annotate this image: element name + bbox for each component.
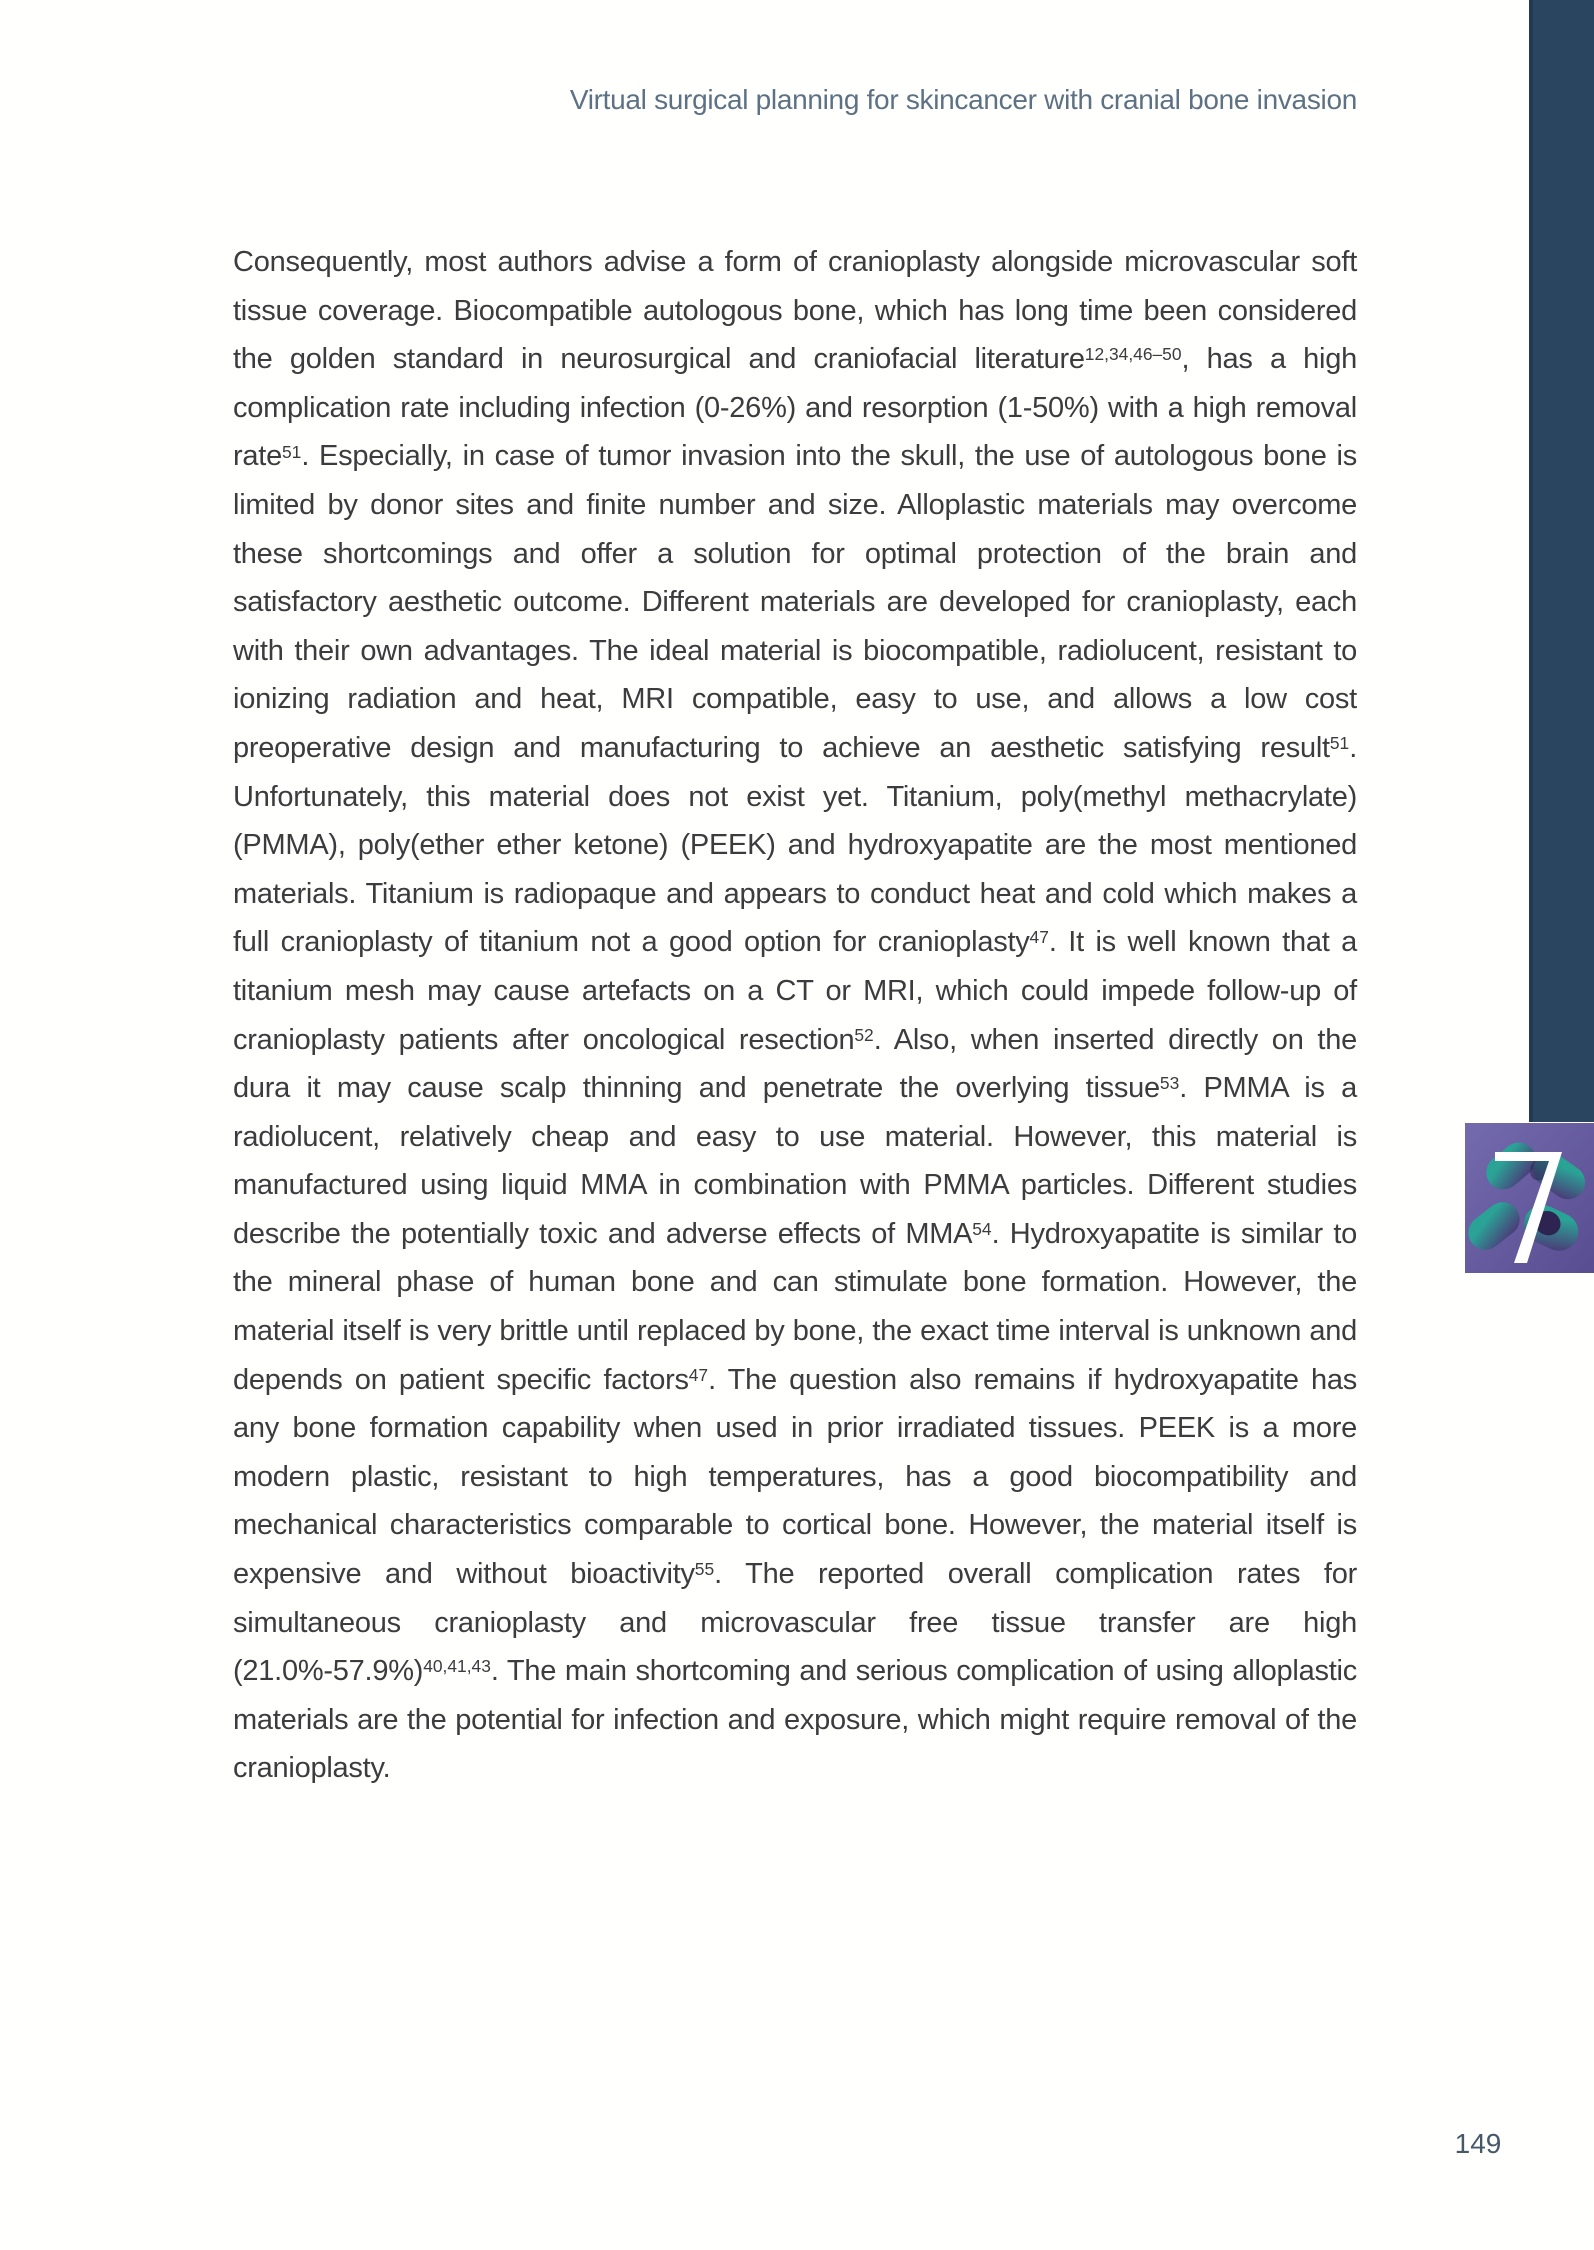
reference-superscript: 52 [854,1024,874,1045]
chapter-sidebar-bar [1529,0,1594,1122]
reference-superscript: 47 [688,1364,709,1385]
reference-superscript: 53 [1159,1073,1180,1094]
chapter-badge [1465,1123,1594,1273]
body-paragraph: Consequently, most authors advise a form of cranioplasty alongside microvascular soft tissue coverage. Biocompatible autologous bone, which has long time been considered the golden standard in neurosurgical and craniofacial literature$^{12,34,46-50}$, has a high complication rate including infection (0-26%) and resorption (1-50%) with a high removal rate$^{51}$. Especially, in case of tumor invasion into the skull, the use of autologous bone is limited by donor sites and finite number and size. Alloplastic materials may overcome these shortcomings and offer a solution for optimal protection of the brain and satisfactory aesthetic outcome. Different materials are developed for cranioplasty, each with their own advantages. The ideal material is biocompatible, radiolucent, resistant to ionizing radiation and heat, MRI compatible, easy to use, and allows a low cost preoperative design and manufacturing to achieve an aesthetic satisfying result$^{51}$. Unfortunately, this material does not exist yet. Titanium, poly(methyl methacrylate) (PMMA), poly(ether ether ketone) (PEEK) and hydroxyapatite are the most mentioned materials. Titanium is radiopaque and appears to conduct heat and cold which makes a full cranioplasty of titanium not a good option for cranioplasty$^{47}$. It is well known that a titanium mesh may cause artefacts on a CT or MRI, which could impede follow-up of cranioplasty patients after oncological resection$^{52}$. Also, when inserted directly on the dura it may cause scalp thinning and penetrate the overlying tissue$^{53}$. PMMA is a radiolucent, relatively cheap and easy to use material. However, this material is manufactured using liquid MMA in combination with PMMA particles. Different studies describe the potentially toxic and adverse effects of MMA$^{54}$. Hydroxyapatite is similar to the mineral phase of human bone and can stimulate bone formation. However, the material itself is very brittle until replaced by bone, the exact time interval is unknown and depends on patient specific factors$^{47}$. The question also remains if hydroxyapatite has any bone formation capability when used in prior irradiated tissues. PEEK is a more modern plastic, resistant to high temperatures, has a good biocompatibility and mechanical characteristics comparable to cortical bone. However, the material itself is expensive and without bioactivity$^{55}$. The reported overall complication rates for simultaneous cranioplasty and microvascular free tissue transfer are high $(21.0\%-57.9\%)^{40,41,43}$. The main shortcoming and serious complication of using alloplastic materials are the potential for infection and exposure, which might require removal of the cranioplasty. [233,246,1358,1785]
reference-superscript: 55 [694,1559,715,1580]
running-header: Virtual surgical planning for skincancer with cranial bone invasion [569,84,1357,115]
chapter-badge-art [1465,1123,1594,1273]
reference-superscript: 51 [1329,733,1350,754]
reference-superscript: 47 [1029,927,1049,948]
reference-superscript: 54 [972,1219,992,1240]
page-number: 149 [1454,2128,1502,2159]
reference-superscript: 40,41,43 [423,1656,491,1677]
reference-superscript: 51 [281,441,302,462]
reference-superscript: 12,34,46–50 [1084,344,1182,365]
